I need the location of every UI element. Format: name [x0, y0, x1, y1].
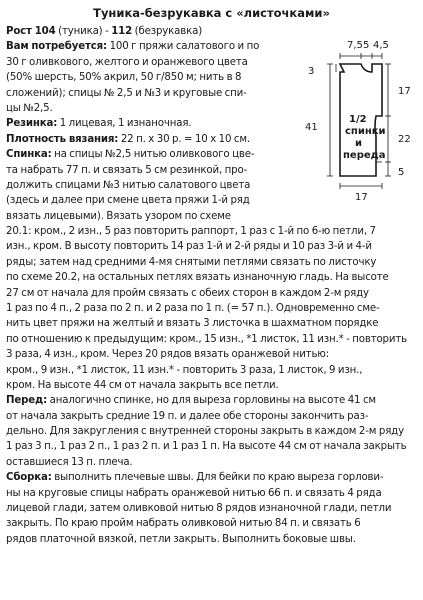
text-line: от начала закрыть средние 19 п. и далее обе стороны закончить раз- — [6, 410, 369, 422]
text-line: 1 раз по 4 п., 2 раза по 2 п. и 2 раза по 1 п. (= 57 п.). Одновременно сме- — [6, 302, 380, 314]
text-line: кром., 9 изн., *1 листок, 11 изн.* - повторить 3 раза, 1 листок, 9 изн., — [6, 364, 363, 376]
text-line: вязать лицевыми). Вязать узором по схеме — [6, 210, 231, 222]
text-line: (50% шерсть, 50% акрил, 50 г/850 м; нить в 8 — [6, 72, 242, 84]
text-line: по отношению к предыдущим: кром., 15 изн., *1 листок, 11 изн.* - повторить — [6, 333, 407, 345]
text-line: ряды; затем над средними 4-мя снятыми петлями связать по листочку — [6, 256, 377, 268]
text-line: закрыть. По краю пройм набрать оливковой нитью 84 п. и связать 6 — [6, 518, 361, 530]
text-line: 30 г оливкового, желтого и оранжевого цвета — [6, 56, 248, 68]
text-line: цы №2,5. — [6, 102, 53, 114]
dim-top-2: 5 — [363, 40, 370, 51]
garment-schematic — [300, 36, 423, 212]
text-line: рядов платочной вязкой, петли закрыть. Выполнить боковые швы. — [6, 533, 356, 545]
dim-bottom: 17 — [355, 192, 368, 203]
schema-label-4: переда — [343, 150, 386, 161]
dim-right-bottom: 5 — [398, 167, 405, 178]
text-line: 3 раза, 4 изн., кром. Через 20 рядов вязать оранжевой нитью: — [6, 349, 330, 361]
text-line: изн., кром. В высоту повторить 14 раз 1-й и 2-й ряды и 10 раз 3-й и 4-й — [6, 241, 372, 253]
rib-line: Резинка: 1 лицевая, 1 изнаночная. — [6, 118, 192, 130]
text-line: нить цвет пряжи на желтый и вязать 3 листочка в шахматном порядке — [6, 318, 379, 330]
text-line: дельно. Для закругления с внутренней стороны закрыть в каждом 2-м ряду — [6, 426, 404, 438]
text-line: 27 см от начала для пройм связать с обеих сторон в каждом 2-м ряду — [6, 287, 369, 299]
text-line: по схеме 20.2, на остальных петлях вязать изнаночную гладь. На высоте — [6, 272, 389, 284]
text-line: лицевой глади, затем оливковой нитью 8 рядов изнаночной глади, петли — [6, 503, 392, 515]
gauge-line: Плотность вязания: 22 п. х 30 р. = 10 х 10 см. — [6, 133, 251, 145]
front-heading-line: Перед: аналогично спинке, но для выреза горловины на высоте 41 см — [6, 395, 376, 407]
dim-right-mid: 22 — [398, 134, 411, 145]
text-line: оставшиеся 13 п. плеча. — [6, 456, 133, 468]
dim-left-top: 3 — [308, 66, 315, 77]
materials-heading-line: Вам потребуется: 100 г пряжи салатового и по — [6, 41, 260, 53]
text-line: 1 раз 3 п., 1 раз 2 п., 1 раз 2 п. и 1 раз 1 п. На высоте 44 см от начала закрыть — [6, 441, 407, 453]
body-text-block — [6, 224, 407, 547]
text-line: 20.1: кром., 2 изн., 5 раз повторить раппорт, 1 раз с 1-й по 6-ю петли, 7 — [6, 226, 376, 237]
text-line: (здесь и далее при смене цвета пряжи 1-й ряд — [6, 195, 250, 207]
dim-top-3: 4,5 — [373, 40, 389, 51]
dim-right-top: 17 — [398, 86, 411, 97]
text-line: должить спицами №3 нитью салатового цвета — [6, 179, 251, 191]
page-title: Туника-безрукавка с «листочками» — [93, 6, 330, 20]
dim-top-1: 7,5 — [347, 40, 363, 51]
schema-label-1: 1/2 — [349, 114, 367, 125]
text-line: ны на круговые спицы набрать оранжевой нитью 66 п. и связать 4 ряда — [6, 487, 382, 499]
schema-label-3: и — [355, 138, 363, 149]
schema-label-2: спинки — [345, 126, 386, 137]
text-line: та набрать 77 п. и связать 5 см резинкой, про- — [6, 164, 248, 176]
text-line: сложений); спицы № 2,5 и №3 и круговые спи- — [6, 87, 247, 99]
dim-left-outer: 41 — [305, 122, 318, 133]
size-line: Рост 104 (туника) - 112 (безрукавка) — [6, 26, 203, 37]
intro-text-block — [6, 24, 259, 224]
back-heading-line: Спинка: на спицы №2,5 нитью оливкового цве- — [6, 149, 255, 161]
text-line: кром. На высоте 44 см от начала закрыть все петли. — [6, 379, 279, 391]
assembly-heading-line: Сборка: выполнить плечевые швы. Для бейки по краю выреза горлови- — [6, 472, 384, 484]
